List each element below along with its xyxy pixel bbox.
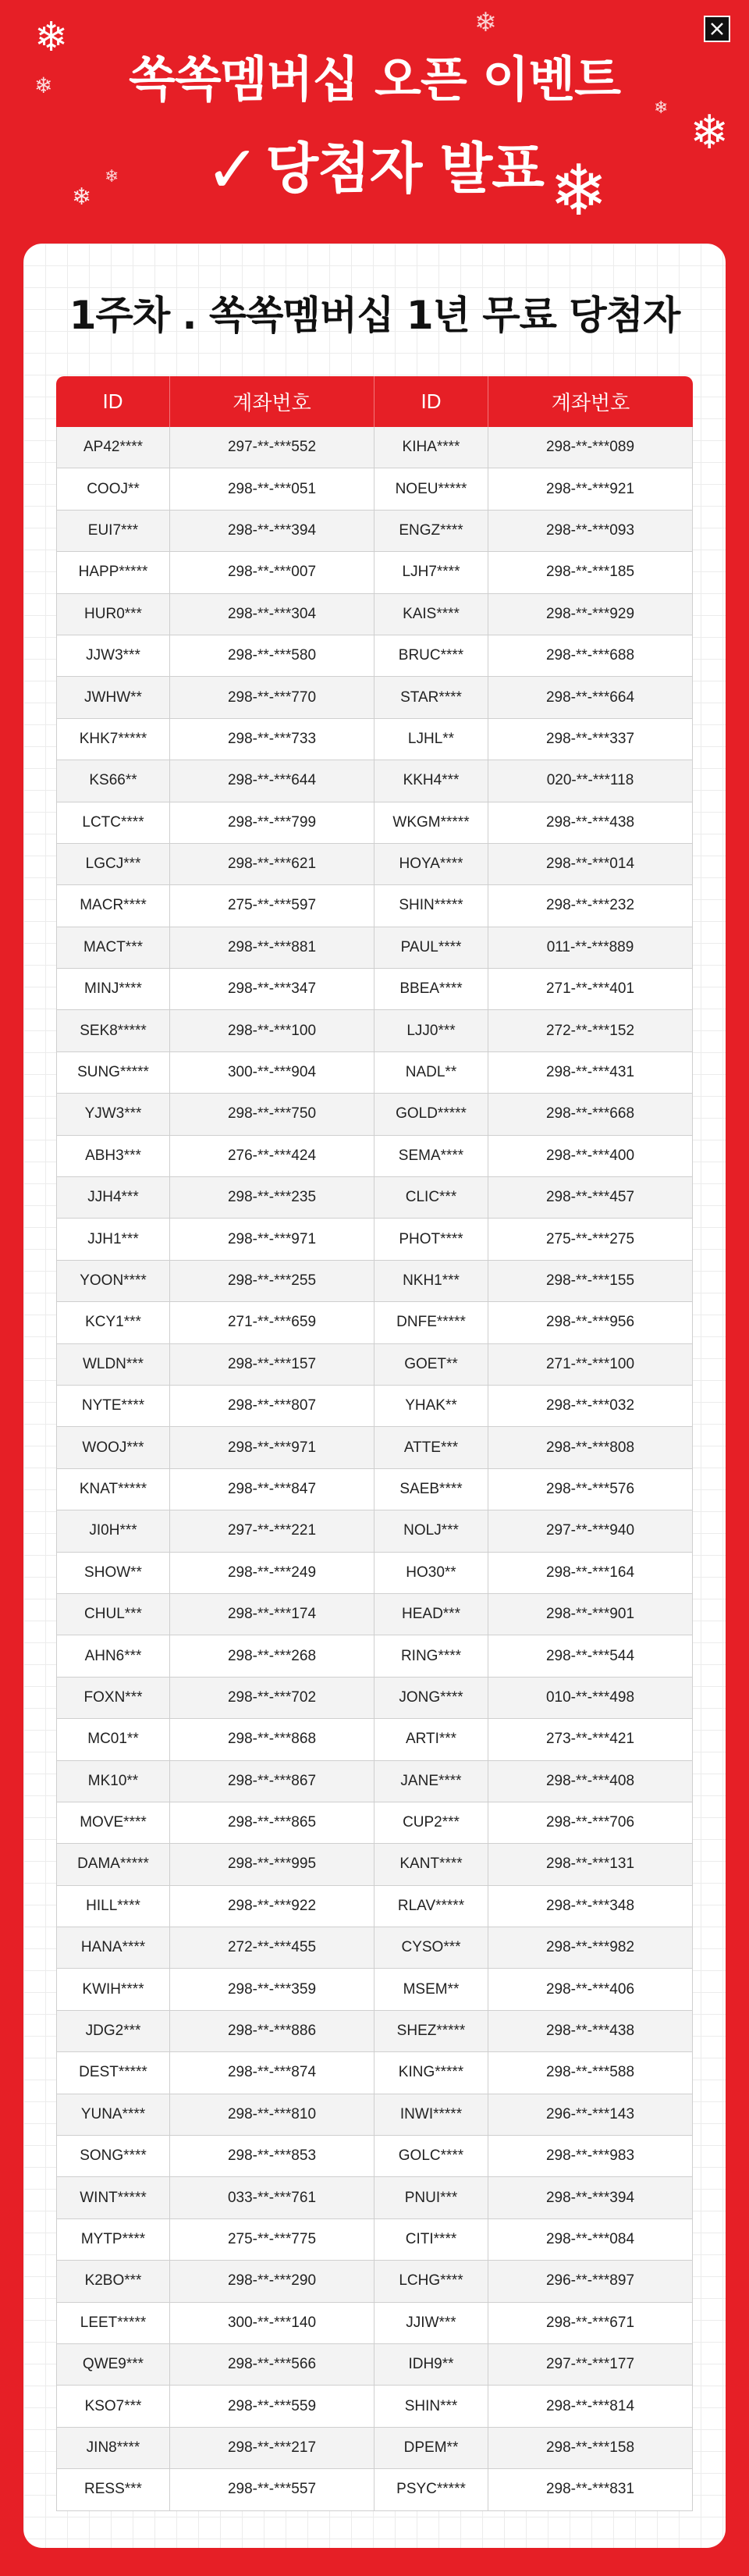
winner-account-cell: 298-**-***400 <box>488 1136 693 1177</box>
winner-id-cell: SEMA**** <box>374 1136 488 1177</box>
winner-account-cell: 298-**-***881 <box>170 927 374 969</box>
winner-account-cell: 298-**-***185 <box>488 552 693 593</box>
winner-account-cell: 272-**-***152 <box>488 1010 693 1051</box>
winner-account-cell: 298-**-***580 <box>170 635 374 677</box>
winner-account-cell: 275-**-***275 <box>488 1219 693 1260</box>
table-row <box>56 969 693 1010</box>
event-title: 쏙쏙멤버십 오픈 이벤트 <box>128 51 621 108</box>
winner-id-cell: DPEM** <box>374 2428 488 2469</box>
table-row <box>56 1635 693 1677</box>
winner-account-cell: 298-**-***706 <box>488 1802 693 1844</box>
winner-id-cell: HAPP***** <box>56 552 170 593</box>
winner-account-cell: 298-**-***621 <box>170 844 374 885</box>
winner-account-cell: 298-**-***089 <box>488 427 693 468</box>
winner-account-cell: 298-**-***348 <box>488 1886 693 1927</box>
column-header-id: ID <box>56 376 170 427</box>
winner-id-cell: HEAD*** <box>374 1594 488 1635</box>
winner-id-cell: SHIN***** <box>374 885 488 927</box>
winner-account-cell: 298-**-***814 <box>488 2386 693 2427</box>
table-row <box>56 2177 693 2218</box>
table-row <box>56 1969 693 2010</box>
winner-id-cell: WINT***** <box>56 2177 170 2218</box>
column-header-account: 계좌번호 <box>488 376 693 427</box>
snowflake-icon: ❄ <box>549 150 609 232</box>
close-button[interactable] <box>704 16 730 42</box>
winner-account-cell: 298-**-***438 <box>488 802 693 844</box>
winner-account-cell: 298-**-***131 <box>488 1844 693 1885</box>
snowflake-icon: ❄ <box>690 105 729 160</box>
winner-id-cell: CYSO*** <box>374 1927 488 1969</box>
winner-id-cell: RING**** <box>374 1635 488 1677</box>
winner-id-cell: KIHA**** <box>374 427 488 468</box>
table-row <box>56 1886 693 1927</box>
winner-id-cell: LCHG**** <box>374 2261 488 2302</box>
winner-account-cell: 298-**-***084 <box>488 2219 693 2261</box>
winner-id-cell: LEET***** <box>56 2303 170 2344</box>
winner-id-cell: JI0H*** <box>56 1510 170 1552</box>
winner-account-cell: 298-**-***770 <box>170 677 374 718</box>
winner-id-cell: NADL** <box>374 1052 488 1094</box>
winner-account-cell: 298-**-***702 <box>170 1678 374 1719</box>
winner-id-cell: FOXN*** <box>56 1678 170 1719</box>
table-row <box>56 844 693 885</box>
winner-account-cell: 298-**-***733 <box>170 719 374 760</box>
winner-id-cell: SUNG***** <box>56 1052 170 1094</box>
table-row <box>56 635 693 677</box>
winner-account-cell: 298-**-***901 <box>488 1594 693 1635</box>
winner-id-cell: MACT*** <box>56 927 170 969</box>
winner-account-cell: 298-**-***868 <box>170 1719 374 1760</box>
table-row <box>56 1261 693 1302</box>
table-row <box>56 719 693 760</box>
table-row <box>56 2011 693 2052</box>
winner-account-cell: 020-**-***118 <box>488 760 693 802</box>
winner-id-cell: NOEU***** <box>374 468 488 510</box>
winner-account-cell: 033-**-***761 <box>170 2177 374 2218</box>
table-row <box>56 802 693 844</box>
winner-id-cell: YJW3*** <box>56 1094 170 1135</box>
table-row <box>56 1344 693 1386</box>
table-row <box>56 2052 693 2094</box>
winner-id-cell: SAEB**** <box>374 1469 488 1510</box>
winner-id-cell: ARTI*** <box>374 1719 488 1760</box>
winner-account-cell: 298-**-***922 <box>170 1886 374 1927</box>
winner-id-cell: YOON**** <box>56 1261 170 1302</box>
winner-account-cell: 297-**-***177 <box>488 2344 693 2386</box>
table-row <box>56 552 693 593</box>
announcement-title <box>0 125 749 211</box>
winner-id-cell: NOLJ*** <box>374 1510 488 1552</box>
winner-id-cell: WLDN*** <box>56 1344 170 1386</box>
table-row <box>56 511 693 552</box>
winner-id-cell: WOOJ*** <box>56 1427 170 1468</box>
table-row <box>56 594 693 635</box>
table-row <box>56 1094 693 1135</box>
winner-account-cell: 298-**-***929 <box>488 594 693 635</box>
winner-account-cell: 271-**-***401 <box>488 969 693 1010</box>
winner-id-cell: YUNA**** <box>56 2094 170 2136</box>
winner-id-cell: HANA**** <box>56 1927 170 1969</box>
winner-account-cell: 298-**-***232 <box>488 885 693 927</box>
winner-id-cell: SHOW** <box>56 1553 170 1594</box>
winner-account-cell: 298-**-***155 <box>488 1261 693 1302</box>
winner-account-cell: 298-**-***217 <box>170 2428 374 2469</box>
winner-account-cell: 298-**-***100 <box>170 1010 374 1051</box>
winner-account-cell: 298-**-***921 <box>488 468 693 510</box>
table-header-row <box>56 376 693 427</box>
winner-id-cell: AHN6*** <box>56 1635 170 1677</box>
winner-id-cell: HO30** <box>374 1553 488 1594</box>
winner-account-cell: 298-**-***956 <box>488 1302 693 1343</box>
winner-account-cell: 298-**-***337 <box>488 719 693 760</box>
winner-id-cell: JJH4*** <box>56 1177 170 1219</box>
winner-id-cell: JJH1*** <box>56 1219 170 1260</box>
winner-account-cell: 298-**-***431 <box>488 1052 693 1094</box>
table-row <box>56 1136 693 1177</box>
winner-id-cell: NKH1*** <box>374 1261 488 1302</box>
table-row <box>56 427 693 468</box>
winner-id-cell: SEK8***** <box>56 1010 170 1051</box>
winner-account-cell: 298-**-***347 <box>170 969 374 1010</box>
winner-id-cell: BRUC**** <box>374 635 488 677</box>
table-row <box>56 2303 693 2344</box>
winner-account-cell: 298-**-***032 <box>488 1386 693 1427</box>
table-row <box>56 1678 693 1719</box>
table-row <box>56 1927 693 1969</box>
winner-account-cell: 297-**-***940 <box>488 1510 693 1552</box>
winner-account-cell: 298-**-***688 <box>488 635 693 677</box>
winner-id-cell: KSO7*** <box>56 2386 170 2427</box>
winner-id-cell: YHAK** <box>374 1386 488 1427</box>
winner-account-cell: 297-**-***552 <box>170 427 374 468</box>
winner-account-cell: 298-**-***304 <box>170 594 374 635</box>
winner-account-cell: 298-**-***394 <box>170 511 374 552</box>
winner-id-cell: EUI7*** <box>56 511 170 552</box>
winner-account-cell: 298-**-***867 <box>170 1761 374 1802</box>
winner-account-cell: 298-**-***394 <box>488 2177 693 2218</box>
winner-account-cell: 298-**-***588 <box>488 2052 693 2094</box>
winner-id-cell: COOJ** <box>56 468 170 510</box>
table-row <box>56 1427 693 1468</box>
winner-id-cell: HOYA**** <box>374 844 488 885</box>
winner-id-cell: HUR0*** <box>56 594 170 635</box>
winner-account-cell: 298-**-***995 <box>170 1844 374 1885</box>
winner-account-cell: 298-**-***810 <box>170 2094 374 2136</box>
winner-account-cell: 298-**-***268 <box>170 1635 374 1677</box>
winner-account-cell: 298-**-***808 <box>488 1427 693 1468</box>
table-row <box>56 1761 693 1802</box>
winner-account-cell: 298-**-***406 <box>488 1969 693 2010</box>
winner-account-cell: 298-**-***559 <box>170 2386 374 2427</box>
winner-id-cell: JJW3*** <box>56 635 170 677</box>
close-icon <box>709 21 725 37</box>
winner-id-cell: KING***** <box>374 2052 488 2094</box>
winner-id-cell: DNFE***** <box>374 1302 488 1343</box>
winner-account-cell: 298-**-***235 <box>170 1177 374 1219</box>
winner-account-cell: 298-**-***007 <box>170 552 374 593</box>
table-row <box>56 1802 693 1844</box>
winners-table-body <box>56 427 693 2511</box>
table-row <box>56 760 693 802</box>
table-row <box>56 2094 693 2136</box>
table-row <box>56 1010 693 1051</box>
winner-id-cell: GOET** <box>374 1344 488 1386</box>
winner-id-cell: KHK7***** <box>56 719 170 760</box>
table-row <box>56 2428 693 2469</box>
event-header <box>0 0 749 242</box>
winner-account-cell: 298-**-***255 <box>170 1261 374 1302</box>
winner-account-cell: 298-**-***359 <box>170 1969 374 2010</box>
winner-id-cell: DEST***** <box>56 2052 170 2094</box>
table-row <box>56 927 693 969</box>
winner-account-cell: 296-**-***143 <box>488 2094 693 2136</box>
winner-account-cell: 298-**-***664 <box>488 677 693 718</box>
winner-id-cell: K2BO*** <box>56 2261 170 2302</box>
winner-id-cell: LCTC**** <box>56 802 170 844</box>
winner-account-cell: 298-**-***644 <box>170 760 374 802</box>
winner-id-cell: MACR**** <box>56 885 170 927</box>
winner-account-cell: 272-**-***455 <box>170 1927 374 1969</box>
winner-id-cell: ENGZ**** <box>374 511 488 552</box>
table-row <box>56 1594 693 1635</box>
winner-account-cell: 298-**-***807 <box>170 1386 374 1427</box>
winner-id-cell: KAIS**** <box>374 594 488 635</box>
winner-id-cell: RESS*** <box>56 2469 170 2510</box>
table-row <box>56 1052 693 1094</box>
winner-id-cell: LJJ0*** <box>374 1010 488 1051</box>
winner-account-cell: 271-**-***659 <box>170 1302 374 1343</box>
winner-id-cell: MYTP**** <box>56 2219 170 2261</box>
winner-account-cell: 298-**-***093 <box>488 511 693 552</box>
table-row <box>56 1469 693 1510</box>
winner-id-cell: LJHL** <box>374 719 488 760</box>
winner-id-cell: BBEA**** <box>374 969 488 1010</box>
winner-account-cell: 298-**-***750 <box>170 1094 374 1135</box>
winner-id-cell: KANT**** <box>374 1844 488 1885</box>
snowflake-icon: ❄ <box>654 98 669 118</box>
winners-section-title: 1주차 . 쏙쏙멤버십 1년 무료 당첨자 <box>69 293 680 338</box>
snowflake-icon: ❄ <box>72 183 92 211</box>
winner-id-cell: MK10** <box>56 1761 170 1802</box>
winner-account-cell: 298-**-***457 <box>488 1177 693 1219</box>
check-icon: ✓ <box>205 131 260 208</box>
winner-id-cell: JDG2*** <box>56 2011 170 2052</box>
winner-id-cell: KWIH**** <box>56 1969 170 2010</box>
table-row <box>56 2344 693 2386</box>
winner-account-cell: 010-**-***498 <box>488 1678 693 1719</box>
winner-id-cell: CUP2*** <box>374 1802 488 1844</box>
winner-id-cell: MINJ**** <box>56 969 170 1010</box>
winner-id-cell: RLAV***** <box>374 1886 488 1927</box>
table-row <box>56 2261 693 2302</box>
winners-table <box>56 376 693 2511</box>
winner-account-cell: 298-**-***576 <box>488 1469 693 1510</box>
winner-account-cell: 298-**-***290 <box>170 2261 374 2302</box>
winner-account-cell: 298-**-***544 <box>488 1635 693 1677</box>
snowflake-icon: ❄ <box>34 73 53 98</box>
winner-id-cell: JANE**** <box>374 1761 488 1802</box>
winners-card <box>23 244 726 2548</box>
table-row <box>56 885 693 927</box>
winner-id-cell: NYTE**** <box>56 1386 170 1427</box>
winner-id-cell: INWI***** <box>374 2094 488 2136</box>
winner-account-cell: 298-**-***971 <box>170 1219 374 1260</box>
winner-id-cell: AP42**** <box>56 427 170 468</box>
winner-account-cell: 298-**-***051 <box>170 468 374 510</box>
winner-id-cell: KNAT***** <box>56 1469 170 1510</box>
winner-account-cell: 300-**-***904 <box>170 1052 374 1094</box>
winner-id-cell: SHIN*** <box>374 2386 488 2427</box>
winner-id-cell: GOLC**** <box>374 2136 488 2177</box>
table-row <box>56 1177 693 1219</box>
snowflake-icon: ❄ <box>105 167 119 187</box>
winner-account-cell: 298-**-***886 <box>170 2011 374 2052</box>
winner-id-cell: CITI**** <box>374 2219 488 2261</box>
table-row <box>56 2469 693 2510</box>
winner-account-cell: 298-**-***971 <box>170 1427 374 1468</box>
winner-account-cell: 298-**-***014 <box>488 844 693 885</box>
winner-account-cell: 300-**-***140 <box>170 2303 374 2344</box>
winner-id-cell: JJIW*** <box>374 2303 488 2344</box>
winner-id-cell: QWE9*** <box>56 2344 170 2386</box>
winner-account-cell: 298-**-***174 <box>170 1594 374 1635</box>
table-row <box>56 2386 693 2427</box>
column-header-account: 계좌번호 <box>170 376 374 427</box>
winner-account-cell: 273-**-***421 <box>488 1719 693 1760</box>
winner-account-cell: 298-**-***158 <box>488 2428 693 2469</box>
winner-id-cell: CHUL*** <box>56 1594 170 1635</box>
table-row <box>56 468 693 510</box>
winner-account-cell: 298-**-***438 <box>488 2011 693 2052</box>
winner-id-cell: LJH7**** <box>374 552 488 593</box>
table-row <box>56 1553 693 1594</box>
snowflake-icon: ❄ <box>474 7 497 38</box>
winner-id-cell: PAUL**** <box>374 927 488 969</box>
winner-account-cell: 298-**-***408 <box>488 1761 693 1802</box>
table-row <box>56 1844 693 1885</box>
winner-account-cell: 298-**-***668 <box>488 1094 693 1135</box>
winner-id-cell: ATTE*** <box>374 1427 488 1468</box>
table-row <box>56 1302 693 1343</box>
winner-account-cell: 298-**-***799 <box>170 802 374 844</box>
winner-account-cell: 298-**-***671 <box>488 2303 693 2344</box>
winner-account-cell: 298-**-***249 <box>170 1553 374 1594</box>
table-row <box>56 1719 693 1760</box>
winner-account-cell: 298-**-***557 <box>170 2469 374 2510</box>
winner-id-cell: JONG**** <box>374 1678 488 1719</box>
winner-account-cell: 011-**-***889 <box>488 927 693 969</box>
table-row <box>56 1219 693 1260</box>
winner-id-cell: DAMA***** <box>56 1844 170 1885</box>
winner-id-cell: IDH9** <box>374 2344 488 2386</box>
winner-account-cell: 298-**-***566 <box>170 2344 374 2386</box>
winner-account-cell: 298-**-***983 <box>488 2136 693 2177</box>
winner-account-cell: 297-**-***221 <box>170 1510 374 1552</box>
winner-id-cell: WKGM***** <box>374 802 488 844</box>
winner-account-cell: 275-**-***775 <box>170 2219 374 2261</box>
table-row <box>56 2136 693 2177</box>
winner-id-cell: JWHW** <box>56 677 170 718</box>
winner-account-cell: 298-**-***164 <box>488 1553 693 1594</box>
winner-account-cell: 298-**-***865 <box>170 1802 374 1844</box>
winner-id-cell: HILL**** <box>56 1886 170 1927</box>
winner-id-cell: KCY1*** <box>56 1302 170 1343</box>
winner-account-cell: 298-**-***831 <box>488 2469 693 2510</box>
winner-account-cell: 298-**-***874 <box>170 2052 374 2094</box>
announcement-title-text: 당첨자 발표 <box>265 137 544 201</box>
winner-account-cell: 298-**-***982 <box>488 1927 693 1969</box>
winner-account-cell: 298-**-***847 <box>170 1469 374 1510</box>
table-row <box>56 1510 693 1552</box>
winner-id-cell: MOVE**** <box>56 1802 170 1844</box>
winner-id-cell: PSYC***** <box>374 2469 488 2510</box>
winner-id-cell: CLIC*** <box>374 1177 488 1219</box>
snowflake-icon: ❄ <box>34 14 69 61</box>
winner-account-cell: 275-**-***597 <box>170 885 374 927</box>
winner-id-cell: SONG**** <box>56 2136 170 2177</box>
column-header-id: ID <box>374 376 488 427</box>
winner-id-cell: KS66** <box>56 760 170 802</box>
winner-id-cell: MC01** <box>56 1719 170 1760</box>
winner-id-cell: GOLD***** <box>374 1094 488 1135</box>
winner-id-cell: KKH4*** <box>374 760 488 802</box>
winner-id-cell: JIN8**** <box>56 2428 170 2469</box>
winner-account-cell: 276-**-***424 <box>170 1136 374 1177</box>
winner-id-cell: LGCJ*** <box>56 844 170 885</box>
winner-account-cell: 296-**-***897 <box>488 2261 693 2302</box>
table-row <box>56 677 693 718</box>
winner-account-cell: 271-**-***100 <box>488 1344 693 1386</box>
winner-id-cell: STAR**** <box>374 677 488 718</box>
winner-id-cell: PHOT**** <box>374 1219 488 1260</box>
winner-account-cell: 298-**-***157 <box>170 1344 374 1386</box>
table-row <box>56 2219 693 2261</box>
winner-id-cell: PNUI*** <box>374 2177 488 2218</box>
table-row <box>56 1386 693 1427</box>
winner-id-cell: MSEM** <box>374 1969 488 2010</box>
winner-id-cell: SHEZ***** <box>374 2011 488 2052</box>
winner-id-cell: ABH3*** <box>56 1136 170 1177</box>
winner-account-cell: 298-**-***853 <box>170 2136 374 2177</box>
